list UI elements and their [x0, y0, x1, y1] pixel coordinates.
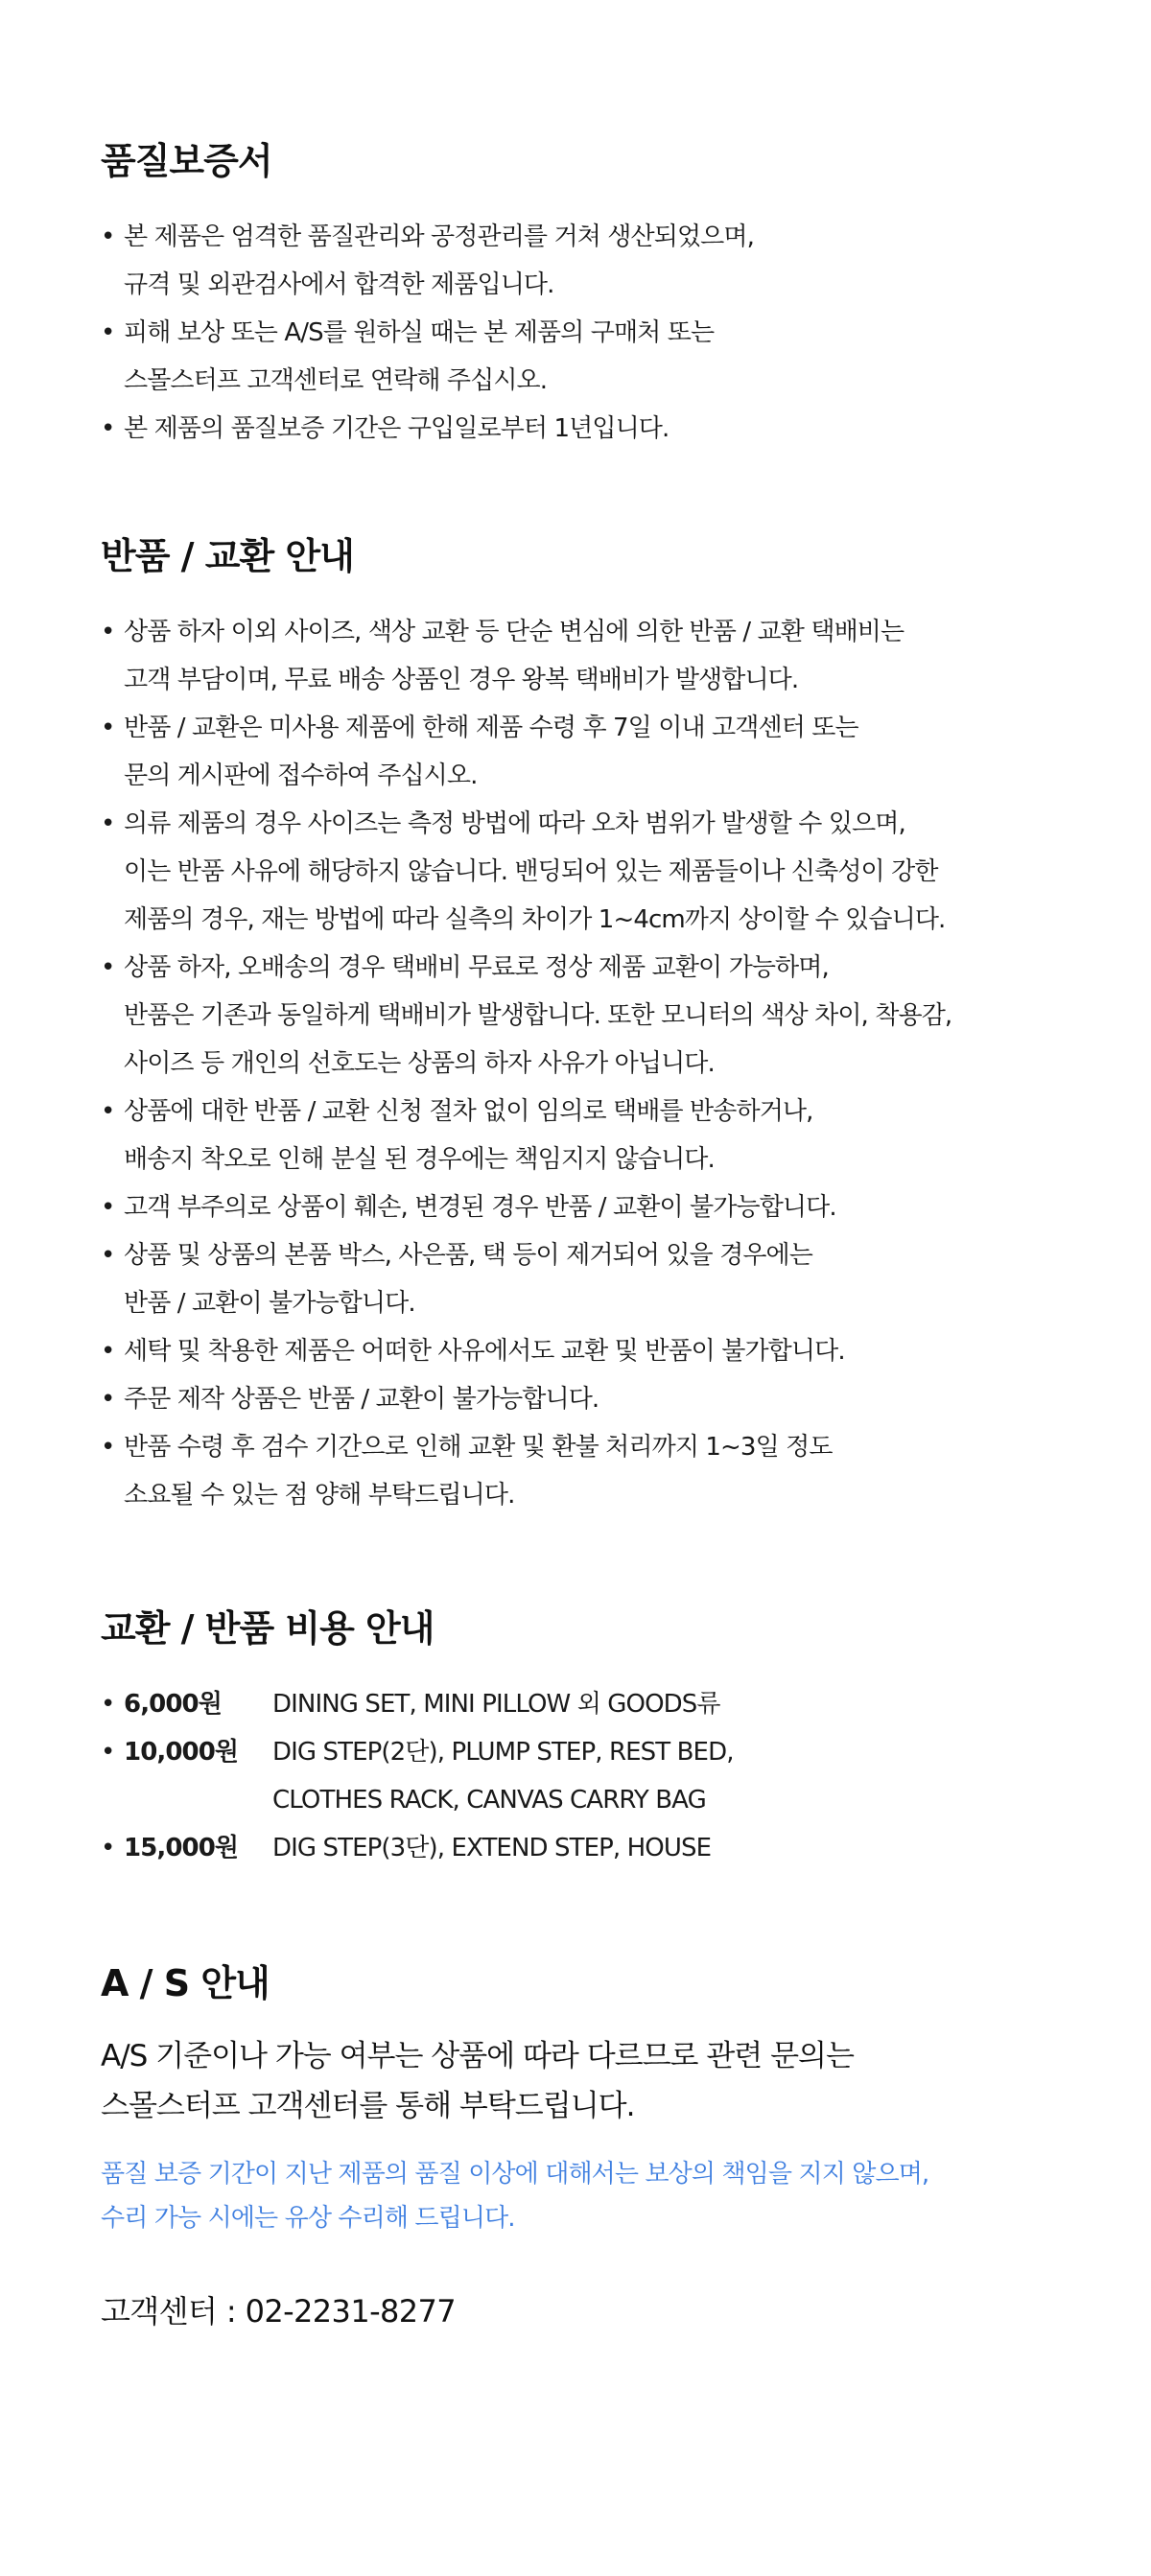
cost-item-line: CLOTHES RACK, CANVAS CARRY BAG: [272, 1786, 706, 1815]
returns-item-line: 상품에 대한 반품 / 교환 신청 절차 없이 임의로 택배를 반송하거나,: [124, 1097, 813, 1126]
bullet-dot-icon: •: [101, 1690, 115, 1719]
quality-item-text: [124, 405, 1151, 453]
returns-item-line: 상품 하자, 오배송의 경우 택배비 무료로 정상 제품 교환이 가능하며,: [124, 953, 829, 982]
returns-item-line: 반품 / 교환은 미사용 제품에 한해 제품 수령 후 7일 이내 고객센터 또는: [124, 714, 858, 742]
return-cost-list: [101, 1680, 1151, 1872]
cost-item-line: DIG STEP(3단), EXTEND STEP, HOUSE: [272, 1834, 712, 1862]
returns-item-line: 고객 부담이며, 무료 배송 상품인 경우 왕복 택배비가 발생합니다.: [124, 666, 799, 694]
returns-item-text: [124, 944, 1151, 1088]
return-exchange-list: [101, 608, 1151, 1519]
returns-item-line: 상품 및 상품의 본품 박스, 사은품, 택 등이 제거되어 있을 경우에는: [124, 1241, 812, 1270]
cost-price: 15,000원: [124, 1834, 239, 1862]
after-service-main-line: A/S 기준이나 가능 여부는 상품에 따라 다르므로 관련 문의는: [101, 2039, 854, 2073]
cost-row: [101, 1680, 1151, 1728]
quality-item-text: [124, 213, 1151, 309]
returns-item-line: 반품 수령 후 검수 기간으로 인해 교환 및 환불 처리까지 1~3일 정도: [124, 1433, 833, 1462]
bullet-dot-icon: •: [101, 1433, 115, 1462]
after-service-title: A / S 안내: [101, 1962, 270, 2004]
returns-item-line: 의류 제품의 경우 사이즈는 측정 방법에 따라 오차 범위가 발생할 수 있으며,: [124, 809, 905, 838]
after-service-section: [101, 1956, 1151, 2334]
cost-row: [101, 1728, 1151, 1824]
returns-item: [101, 1327, 1151, 1375]
bullet-dot-icon: •: [101, 809, 115, 838]
bullet-dot-icon: •: [101, 1834, 115, 1862]
returns-item-line: 주문 제작 상품은 반품 / 교환이 불가능합니다.: [124, 1385, 599, 1414]
returns-item-line: 제품의 경우, 재는 방법에 따라 실측의 차이가 1~4cm까지 상이할 수 있습니다.: [124, 905, 946, 934]
cost-item-line: DIG STEP(2단), PLUMP STEP, REST BED,: [272, 1738, 734, 1767]
bullet-dot-icon: •: [101, 414, 115, 443]
cost-applicable-items: [272, 1824, 711, 1872]
quality-item: [101, 213, 1151, 309]
returns-item-text: [124, 1231, 1151, 1327]
returns-item: [101, 800, 1151, 944]
returns-item: [101, 1423, 1151, 1519]
after-service-main-text: [101, 2031, 1151, 2131]
cost-price: 6,000원: [124, 1690, 222, 1719]
returns-item-text: [124, 704, 1151, 800]
cost-item-line: DINING SET, MINI PILLOW 외 GOODS류: [272, 1690, 720, 1719]
return-exchange-title: 반품 / 교환 안내: [101, 535, 354, 577]
quality-item-line: 스몰스터프 고객센터로 연락해 주십시오.: [124, 366, 548, 395]
return-exchange-section: [101, 529, 1151, 1519]
returns-item-line: 고객 부주의로 상품이 훼손, 변경된 경우 반품 / 교환이 불가능합니다.: [124, 1193, 836, 1222]
bullet-dot-icon: •: [101, 1337, 115, 1366]
quality-guarantee-section: [101, 134, 1151, 453]
returns-item-text: [124, 1183, 1151, 1231]
bullet-dot-icon: •: [101, 318, 115, 347]
returns-item: [101, 1375, 1151, 1423]
cost-price: 10,000원: [124, 1738, 239, 1767]
bullet-dot-icon: •: [101, 1738, 115, 1767]
bullet-dot-icon: •: [101, 222, 115, 251]
after-service-main-line: 스몰스터프 고객센터를 통해 부탁드립니다.: [101, 2089, 635, 2123]
returns-item-line: 이는 반품 사유에 해당하지 않습니다. 밴딩되어 있는 제품들이나 신축성이 강한: [124, 857, 938, 886]
returns-item-line: 반품 / 교환이 불가능합니다.: [124, 1289, 415, 1318]
quality-item-line: 본 제품은 엄격한 품질관리와 공정관리를 거쳐 생산되었으며,: [124, 222, 754, 251]
return-cost-section: [101, 1602, 1151, 1872]
bullet-dot-icon: •: [101, 618, 115, 646]
returns-item-text: [124, 1423, 1151, 1519]
returns-item-line: 반품은 기존과 동일하게 택배비가 발생합니다. 또한 모니터의 색상 차이, 착용감,: [124, 1001, 952, 1030]
quality-item-line: 피해 보상 또는 A/S를 원하실 때는 본 제품의 구매처 또는: [124, 318, 715, 347]
quality-item-text: [124, 309, 1151, 405]
cost-applicable-items: [272, 1728, 734, 1824]
returns-item: [101, 1088, 1151, 1183]
quality-item-line: 규격 및 외관검사에서 합격한 제품입니다.: [124, 270, 554, 299]
returns-item-line: 소요될 수 있는 점 양해 부탁드립니다.: [124, 1481, 515, 1510]
quality-guarantee-title: 품질보증서: [101, 140, 272, 182]
returns-item-line: 문의 게시판에 접수하여 주십시오.: [124, 761, 478, 790]
cost-row: [101, 1824, 1151, 1872]
returns-item: [101, 1231, 1151, 1327]
returns-item: [101, 1183, 1151, 1231]
quality-item-line: 본 제품의 품질보증 기간은 구입일로부터 1년입니다.: [124, 414, 669, 443]
cost-applicable-items: [272, 1680, 720, 1728]
quality-guarantee-list: [101, 213, 1151, 453]
bullet-dot-icon: •: [101, 1097, 115, 1126]
returns-item-line: 사이즈 등 개인의 선호도는 상품의 하자 사유가 아닙니다.: [124, 1049, 715, 1078]
returns-item-line: 배송지 착오로 인해 분실 된 경우에는 책임지지 않습니다.: [124, 1145, 715, 1174]
returns-item: [101, 704, 1151, 800]
returns-item-text: [124, 800, 1151, 944]
returns-item: [101, 944, 1151, 1088]
bullet-dot-icon: •: [101, 1193, 115, 1222]
bullet-dot-icon: •: [101, 1241, 115, 1270]
customer-center-phone: 고객센터 : 02-2231-8277: [101, 2293, 457, 2330]
quality-item: [101, 309, 1151, 405]
quality-item: [101, 405, 1151, 453]
after-service-note: [101, 2152, 1151, 2240]
returns-item-text: [124, 1088, 1151, 1183]
bullet-dot-icon: •: [101, 953, 115, 982]
bullet-dot-icon: •: [101, 714, 115, 742]
returns-item-text: [124, 1327, 1151, 1375]
bullet-dot-icon: •: [101, 1385, 115, 1414]
after-service-note-line: 수리 가능 시에는 유상 수리해 드립니다.: [101, 2204, 515, 2233]
returns-item-line: 세탁 및 착용한 제품은 어떠한 사유에서도 교환 및 반품이 불가합니다.: [124, 1337, 845, 1366]
return-cost-title: 교환 / 반품 비용 안내: [101, 1607, 435, 1650]
returns-item-text: [124, 608, 1151, 704]
returns-item: [101, 608, 1151, 704]
returns-item-line: 상품 하자 이외 사이즈, 색상 교환 등 단순 변심에 의한 반품 / 교환 택배비는: [124, 618, 904, 646]
returns-item-text: [124, 1375, 1151, 1423]
after-service-note-line: 품질 보증 기간이 지난 제품의 품질 이상에 대해서는 보상의 책임을 지지 않으며,: [101, 2160, 929, 2189]
